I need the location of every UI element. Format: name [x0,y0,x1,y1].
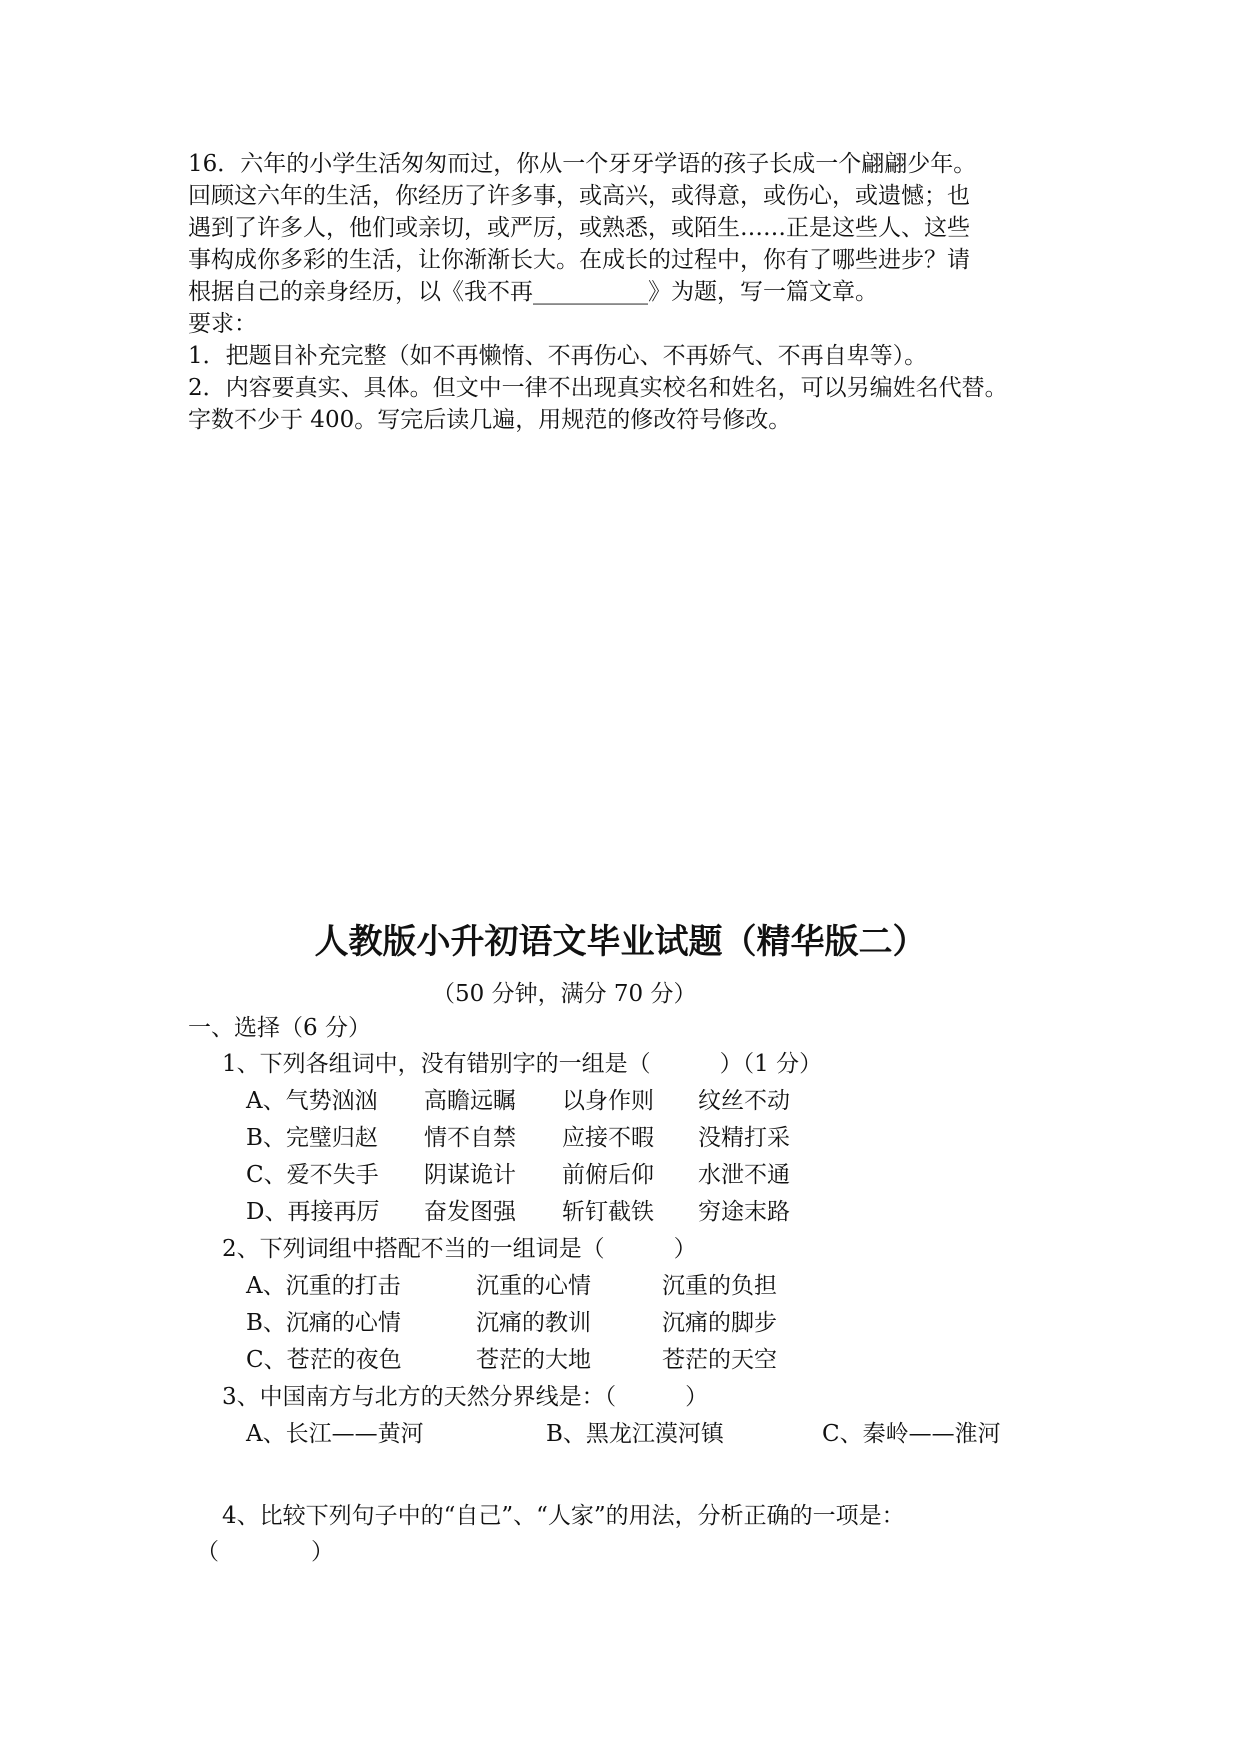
requirement-item: 1．把题目补充完整（如不再懒惰、不再伤心、不再娇气、不再自卑等）。 [188,343,928,369]
q1-option-term: 水泄不通 [698,1162,790,1188]
question-4-stem: 4、比较下列句子中的“自己”、“人家”的用法，分析正确的一项是： [222,1503,905,1529]
q1-option-term: 以身作则 [562,1088,654,1114]
q2-option-term: 沉痛的脚步 [662,1310,777,1336]
q1-option-term: 奋发图强 [424,1199,516,1225]
q1-option-term: A、气势汹汹 [246,1088,378,1114]
q1-option-term: B、完璧归赵 [246,1125,378,1151]
essay-line: 事构成你多彩的生活，让你渐渐长大。在成长的过程中，你有了哪些进步？请 [188,247,970,273]
q1-option-term: 情不自禁 [424,1125,516,1151]
exam-subtitle: （50 分钟，满分 70 分） [432,981,697,1007]
q2-option-term: 沉重的负担 [662,1273,777,1299]
q1-option-term: D、再接再厉 [246,1199,380,1225]
q1-option-term: 穷途末路 [698,1199,790,1225]
question-3-stem: 3、中国南方与北方的天然分界线是：（ ） [222,1384,709,1410]
q1-option-term: 斩钉截铁 [562,1199,654,1225]
q3-option: C、秦岭——淮河 [822,1421,1001,1447]
q2-option-term: 苍茫的大地 [476,1347,591,1373]
essay-line: 16．六年的小学生活匆匆而过，你从一个牙牙学语的孩子长成一个翩翩少年。 [188,151,977,177]
q2-option-term: A、沉重的打击 [246,1273,401,1299]
q1-option-term: C、爱不失手 [246,1162,379,1188]
q2-option-term: 苍茫的天空 [662,1347,777,1373]
q1-option-term: 阴谋诡计 [424,1162,516,1188]
q1-option-term: 前俯后仰 [562,1162,654,1188]
exam-title: 人教版小升初语文毕业试题（精华版二） [314,922,927,962]
requirement-item: 字数不少于 400。写完后读几遍，用规范的修改符号修改。 [188,407,792,433]
essay-line: 根据自己的亲身经历，以《我不再__________》为题，写一篇文章。 [188,279,878,305]
question-1-stem: 1、下列各组词中，没有错别字的一组是（ ）（1 分） [222,1051,823,1077]
requirement-item: 2．内容要真实、具体。但文中一律不出现真实校名和姓名，可以另编姓名代替。 [188,375,1008,401]
q3-option: A、长江——黄河 [246,1421,424,1447]
q3-option: B、黑龙江漠河镇 [546,1421,724,1447]
q1-option-term: 应接不暇 [562,1125,654,1151]
q2-option-term: C、苍茫的夜色 [246,1347,402,1373]
q2-option-term: 沉痛的教训 [476,1310,591,1336]
essay-line: 遇到了许多人，他们或亲切，或严厉，或熟悉，或陌生……正是这些人、这些 [188,215,970,241]
question-2-stem: 2、下列词组中搭配不当的一组词是（ ） [222,1236,697,1262]
q2-option-term: B、沉痛的心情 [246,1310,401,1336]
section-heading: 一、选择（6 分） [188,1015,371,1041]
q2-option-term: 沉重的心情 [476,1273,591,1299]
q1-option-term: 高瞻远瞩 [424,1088,516,1114]
essay-line: 回顾这六年的生活，你经历了许多事，或高兴，或得意，或伤心，或遗憾；也 [188,183,970,209]
question-4-blank: （ ） [196,1539,334,1565]
requirements-heading: 要求： [188,311,257,337]
q1-option-term: 纹丝不动 [698,1088,790,1114]
q1-option-term: 没精打采 [698,1125,790,1151]
